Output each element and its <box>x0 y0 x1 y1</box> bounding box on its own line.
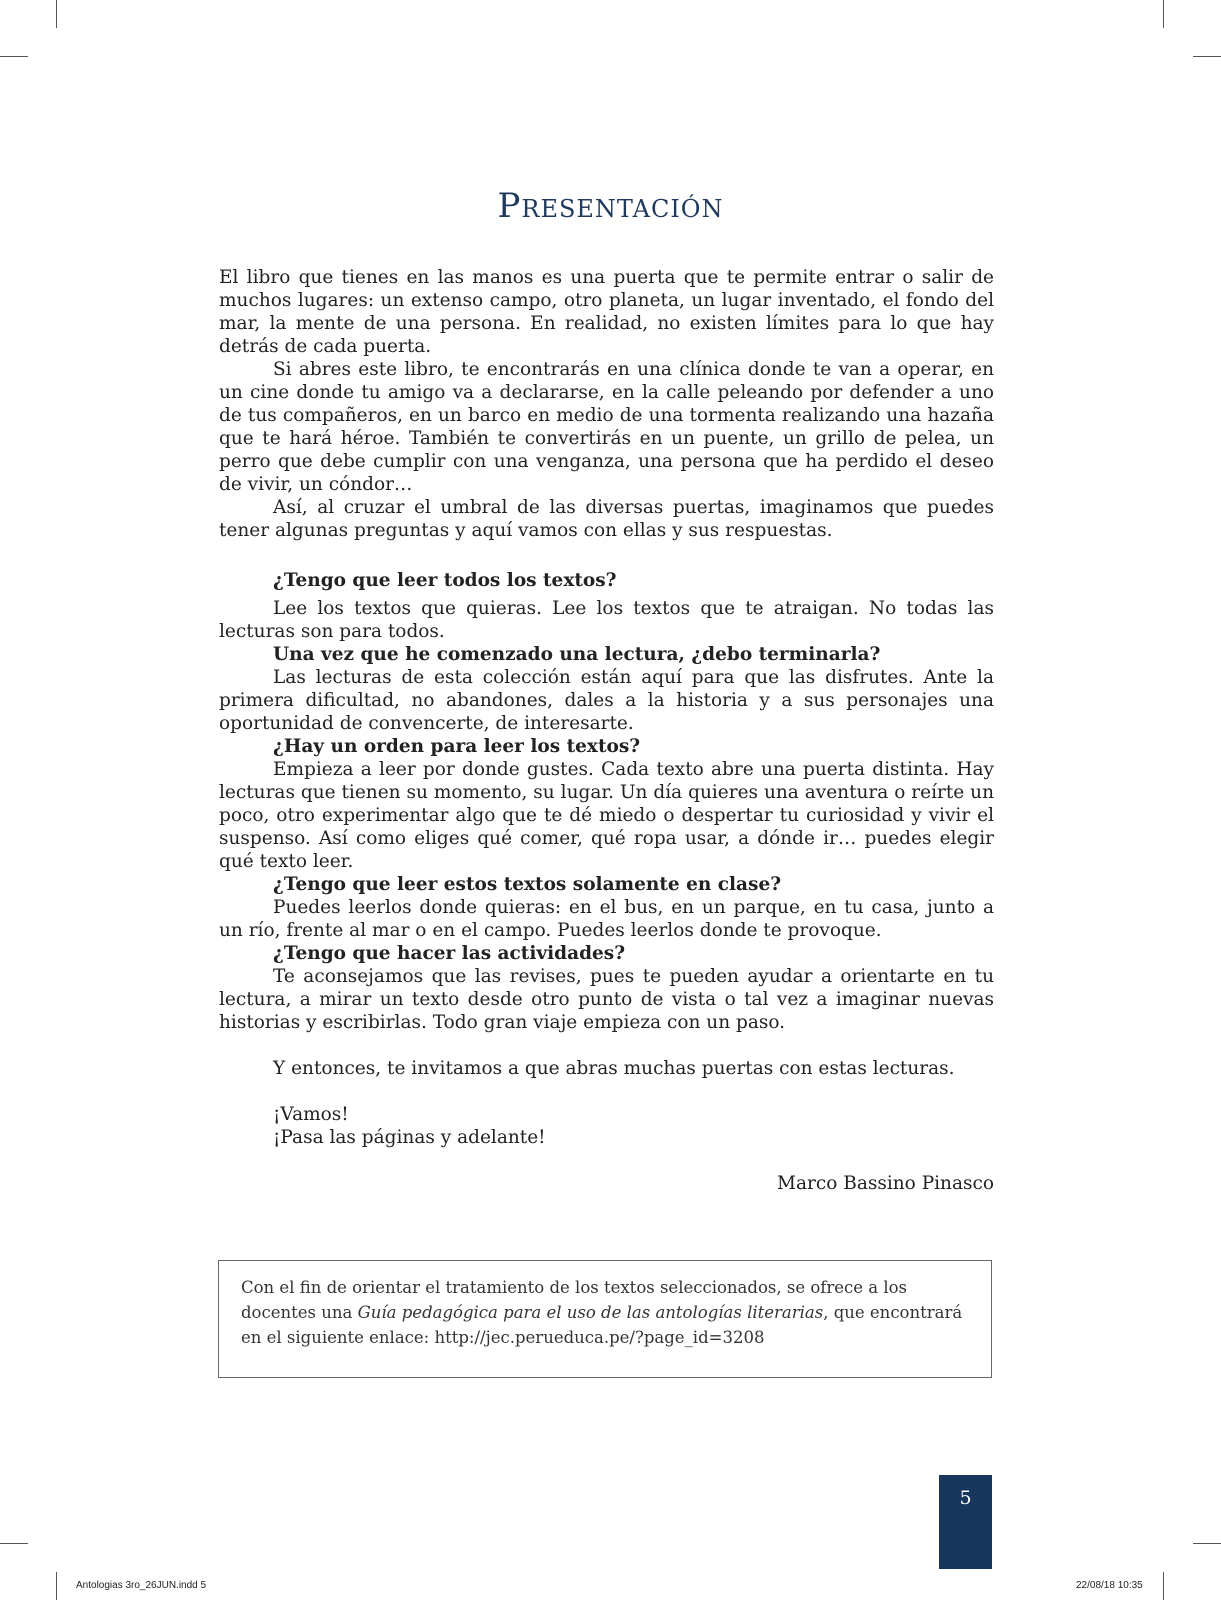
faq-question: Una vez que he comenzado una lectura, ¿debo terminarla? <box>273 644 881 665</box>
note-text: , que encontrará en el siguiente enlace: http://jec.perueduca.pe/?page_id=3208 <box>241 1303 963 1347</box>
crop-mark <box>1193 1543 1221 1544</box>
intro-paragraph: El libro que tienes en las manos es una puerta que te permite entrar o salir de muchos lugares: un extenso campo, otro planeta, un lugar inventado, el fondo del mar, la mente de una persona. En realidad, no existen límites para lo que hay detrás de cada puerta. <box>219 267 994 357</box>
intro-paragraph: Así, al cruzar el umbral de las diversas puertas, imaginamos que puedes tener algunas preguntas y aquí vamos con ellas y sus respuestas. <box>219 497 994 541</box>
faq-question: ¿Tengo que hacer las actividades? <box>273 943 626 964</box>
print-slug-date: 22/08/18 10:35 <box>1076 1580 1143 1591</box>
closing-line: Y entonces, te invitamos a que abras muchas puertas con estas lecturas. <box>273 1058 955 1079</box>
crop-mark <box>1163 0 1164 28</box>
intro-section <box>219 266 994 542</box>
faq-answer: Empieza a leer por donde gustes. Cada texto abre una puerta distinta. Hay lecturas que tienen su momento, su lugar. Un día quieres una aventura o reírte un poco, otro experimentar algo que te dé miedo o despertar tu curiosidad y vivir el suspenso. Así como eliges qué comer, qué ropa usar, a dónde ir… puedes elegir qué texto leer. <box>219 759 994 872</box>
faq-answer: Las lecturas de esta colección están aquí para que las disfrutes. Ante la primera dificultad, no abandones, dales a la historia y a sus personajes una oportunidad de convencerte, de interesarte. <box>219 667 994 734</box>
faq-question: ¿Tengo que leer estos textos solamente en clase? <box>273 874 782 895</box>
author-signature: Marco Bassino Pinasco <box>777 1173 994 1194</box>
note-text: Con el fin de orientar el tratamiento de los textos seleccionados, se ofrece a los docentes una <box>241 1278 908 1322</box>
crop-mark <box>0 1543 28 1544</box>
page-title: Presentación <box>497 186 724 226</box>
crop-mark <box>0 56 28 57</box>
intro-paragraph: Si abres este libro, te encontrarás en una clínica donde te van a operar, en un cine donde tu amigo va a declararse, en la calle peleando por defender a uno de tus compañeros, en un barco en medio de una tormenta realizando una hazaña que te hará héroe. También te convertirás en un puente, un grillo de pelea, un perro que debe cumplir con una venganza, una persona que ha perdido el deseo de vivir, un cóndor… <box>219 359 994 495</box>
faq-question: ¿Hay un orden para leer los textos? <box>273 736 641 757</box>
cheer-line: ¡Vamos! <box>273 1104 349 1125</box>
faq-section <box>219 569 994 1195</box>
crop-mark <box>56 1572 57 1600</box>
crop-mark <box>56 0 57 28</box>
faq-answer: Te aconsejamos que las revises, pues te pueden ayudar a orientarte en tu lectura, a mirar un texto desde otro punto de vista o tal vez a imaginar nuevas historias y escribirlas. Todo gran viaje empieza con un paso. <box>219 966 994 1033</box>
cheer-line: ¡Pasa las páginas y adelante! <box>273 1127 546 1148</box>
page-number: 5 <box>939 1475 992 1569</box>
teacher-guide-note <box>218 1260 992 1378</box>
guide-title: Guía pedagógica para el uso de las antologías literarias <box>357 1303 824 1322</box>
faq-answer: Puedes leerlos donde quieras: en el bus, en un parque, en tu casa, junto a un río, frente al mar o en el campo. Puedes leerlos donde te provoque. <box>219 897 994 941</box>
crop-mark <box>1193 56 1221 57</box>
crop-mark <box>1163 1572 1164 1600</box>
faq-answer: Lee los textos que quieras. Lee los textos que te atraigan. No todas las lecturas son para todos. <box>219 598 994 642</box>
print-slug-file: Antologias 3ro_26JUN.indd 5 <box>76 1580 207 1591</box>
faq-question: ¿Tengo que leer todos los textos? <box>273 570 617 591</box>
